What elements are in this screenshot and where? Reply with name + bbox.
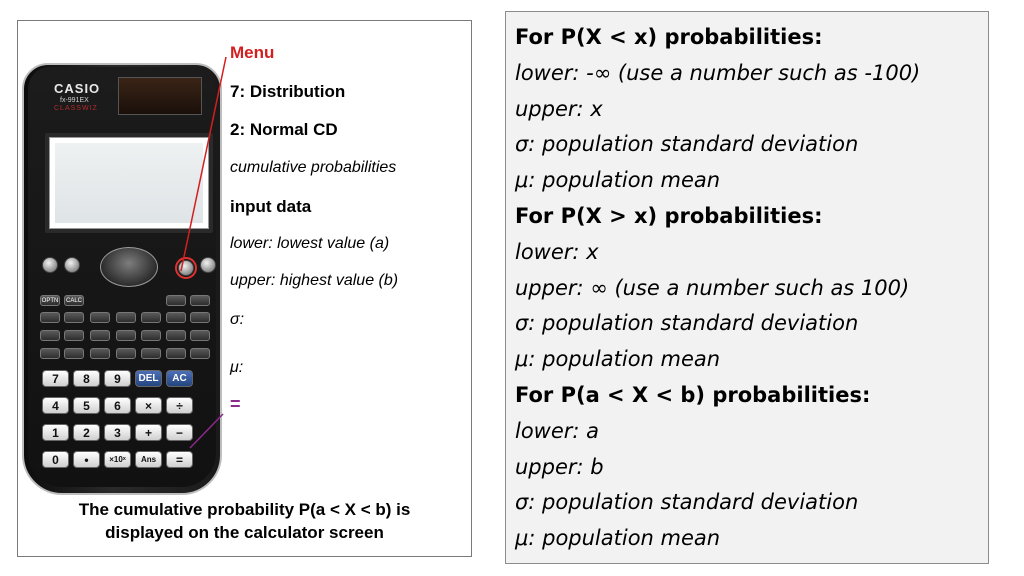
annotation-cumulative: cumulative probabilities <box>230 159 397 176</box>
on-key <box>200 257 216 273</box>
func-key-r2c4 <box>116 312 136 323</box>
func-key-r2c1 <box>40 312 60 323</box>
instruction-item: σ: population standard deviation <box>515 132 859 157</box>
annotation-lower: lower: lowest value (a) <box>230 235 390 252</box>
optn-key: OPTN <box>40 295 60 306</box>
shift-key <box>42 257 58 273</box>
section-heading-less-than: For P(X < x) probabilities: <box>515 25 823 49</box>
key-equals: = <box>166 451 193 468</box>
func-key-r4c7 <box>190 348 210 359</box>
key-plus: + <box>135 424 162 441</box>
key-decimal: • <box>73 451 100 468</box>
func-key-r2c2 <box>64 312 84 323</box>
func-key-r2c3 <box>90 312 110 323</box>
instruction-item: σ: population standard deviation <box>515 490 859 515</box>
key-multiply: × <box>135 397 162 414</box>
calculator-brand: CASIO <box>54 81 101 96</box>
key-2: 2 <box>73 424 100 441</box>
key-8: 8 <box>73 370 100 387</box>
func-key-r4c3 <box>90 348 110 359</box>
func-key-r4c2 <box>64 348 84 359</box>
func-key-r2c6 <box>166 312 186 323</box>
func-key-r4c1 <box>40 348 60 359</box>
func-key-r2c5 <box>141 312 161 323</box>
func-key-r4c4 <box>116 348 136 359</box>
figure-caption <box>18 498 471 544</box>
annotation-distribution: 7: Distribution <box>230 82 346 101</box>
func-key-r3c5 <box>141 330 161 341</box>
section-heading-between: For P(a < X < b) probabilities: <box>515 382 871 407</box>
instructions-panel <box>505 11 989 564</box>
func-key-r4c6 <box>166 348 186 359</box>
key-1: 1 <box>42 424 69 441</box>
func-key-r3c1 <box>40 330 60 341</box>
key-5: 5 <box>73 397 100 414</box>
instruction-item: upper: ∞ (use a number such as 100) <box>515 275 910 300</box>
instruction-item: lower: -∞ (use a number such as -100) <box>515 60 921 85</box>
key-divide: ÷ <box>166 397 193 414</box>
calculator-figure <box>17 20 472 557</box>
key-6: 6 <box>104 397 131 414</box>
key-4: 4 <box>42 397 69 414</box>
instruction-item: μ: population mean <box>515 526 721 551</box>
instruction-item: upper: x <box>515 96 603 121</box>
annotation-upper: upper: highest value (b) <box>230 272 399 289</box>
solar-panel <box>118 77 202 115</box>
key-ac: AC <box>166 370 193 387</box>
calculator-face <box>28 67 216 487</box>
calc-key: CALC <box>64 295 84 306</box>
key-3: 3 <box>104 424 131 441</box>
func-key-r3c7 <box>190 330 210 341</box>
annotation-sigma: σ: <box>230 311 245 328</box>
key-del: DEL <box>135 370 162 387</box>
instruction-item: μ: population mean <box>515 347 721 372</box>
func-key-r3c3 <box>90 330 110 341</box>
instruction-item: lower: x <box>515 239 599 264</box>
annotation-menu: Menu <box>230 43 275 62</box>
annotation-equals: = <box>230 394 241 414</box>
key-7: 7 <box>42 370 69 387</box>
calculator-image <box>22 63 222 495</box>
menu-key-highlight <box>175 257 197 279</box>
calculator-screen <box>45 133 213 233</box>
func-key-r3c4 <box>116 330 136 341</box>
func-key-r3c6 <box>166 330 186 341</box>
annotation-input-data: input data <box>230 197 312 216</box>
section-heading-greater-than: For P(X > x) probabilities: <box>515 203 823 228</box>
key-ans: Ans <box>135 451 162 468</box>
caption-line-2: displayed on the calculator screen <box>105 523 384 542</box>
calculator-subbrand: CLASSWIZ <box>54 105 98 112</box>
key-exp: ×10ˣ <box>104 451 131 468</box>
key-9: 9 <box>104 370 131 387</box>
calculator-model: fx-991EX <box>60 97 89 104</box>
func-key-r1c5 <box>166 295 186 306</box>
func-key-r1c6 <box>190 295 210 306</box>
func-key-r3c2 <box>64 330 84 341</box>
annotation-normal-cd: 2: Normal CD <box>230 120 338 139</box>
instruction-item: σ: population standard deviation <box>515 311 859 336</box>
instruction-item: μ: population mean <box>515 168 721 193</box>
dpad-key <box>100 247 158 287</box>
caption-line-1: The cumulative probability P(a < X < b) is <box>78 500 411 519</box>
instruction-item: upper: b <box>515 454 604 479</box>
annotation-mu: μ: <box>230 359 244 376</box>
key-minus: − <box>166 424 193 441</box>
alpha-key <box>64 257 80 273</box>
func-key-r2c7 <box>190 312 210 323</box>
key-0: 0 <box>42 451 69 468</box>
instruction-item: lower: a <box>515 418 600 443</box>
func-key-r4c5 <box>141 348 161 359</box>
